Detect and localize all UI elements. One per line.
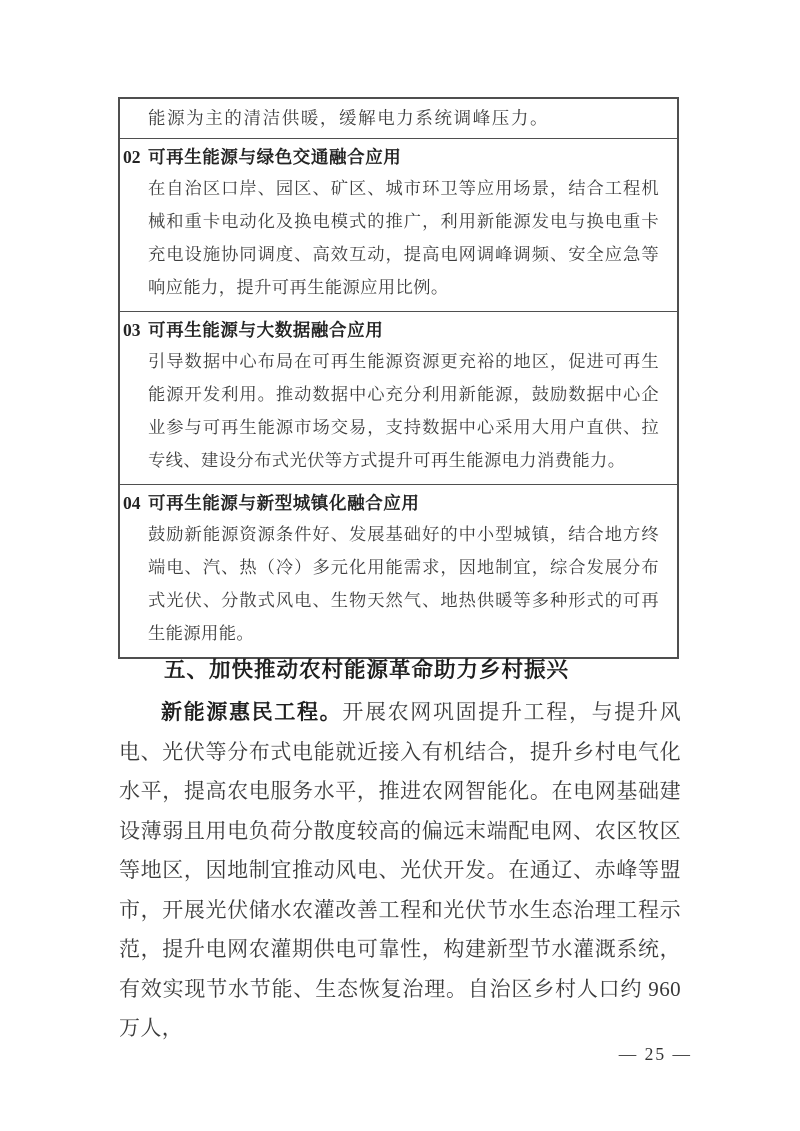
page-number-footer: — 25 —	[618, 1044, 692, 1064]
item-heading	[123, 143, 659, 172]
table-row-item-03	[120, 311, 677, 484]
body-paragraph	[119, 693, 681, 1049]
paragraph-lead: 新能源惠民工程。	[161, 701, 343, 724]
item-body: 鼓励新能源资源条件好、发展基础好的中小型城镇，结合地方终端电、汽、热（冷）多元化用能需求，因地制宜，综合发展分布式光伏、分散式风电、生物天然气、地热供暖等多种形式的可再生能源用能。	[148, 525, 659, 643]
item-body: 引导数据中心布局在可再生能源资源更充裕的地区，促进可再生能源开发利用。推动数据中心充分利用新能源，鼓励数据中心企业参与可再生能源市场交易，支持数据中心采用大用户直供、拉专线、建设分布式光伏等方式提升可再生能源电力消费能力。	[148, 352, 659, 470]
item-heading	[123, 316, 659, 345]
item-title: 可再生能源与绿色交通融合应用	[148, 147, 402, 167]
item-body: 在自治区口岸、园区、矿区、城市环卫等应用场景，结合工程机械和重卡电动化及换电模式的推广，利用新能源发电与换电重卡充电设施协同调度、高效互动，提高电网调峰调频、安全应急等响应能力，提升可再生能源应用比例。	[148, 179, 659, 297]
item-number: 03	[123, 320, 141, 340]
paragraph-text: 开展农网巩固提升工程，与提升风电、光伏等分布式电能就近接入有机结合，提升乡村电气化水平，提高农电服务水平，推进农网智能化。在电网基础建设薄弱且用电负荷分散度较高的偏远末端配电网、农区牧区等地区，因地制宜推动风电、光伏开发。在通辽、赤峰等盟市，开展光伏储水农灌改善工程和光伏节水生态治理工程示范，提升电网农灌期供电可靠性，构建新型节水灌溉系统，有效实现节水节能、生态恢复治理。自治区乡村人口约 960 万人，	[119, 700, 681, 1040]
info-table	[118, 97, 679, 659]
item-number: 04	[123, 493, 141, 513]
table-row-item-02	[120, 138, 677, 311]
table-row-continuation: 能源为主的清洁供暖，缓解电力系统调峰压力。	[148, 108, 550, 128]
item-title: 可再生能源与新型城镇化融合应用	[148, 493, 420, 513]
item-number: 02	[123, 147, 141, 167]
item-heading	[123, 489, 659, 518]
section-heading: 五、加快推动农村能源革命助力乡村振兴	[164, 658, 570, 682]
item-title: 可再生能源与大数据融合应用	[148, 320, 384, 340]
table-row-item-04	[120, 484, 677, 657]
